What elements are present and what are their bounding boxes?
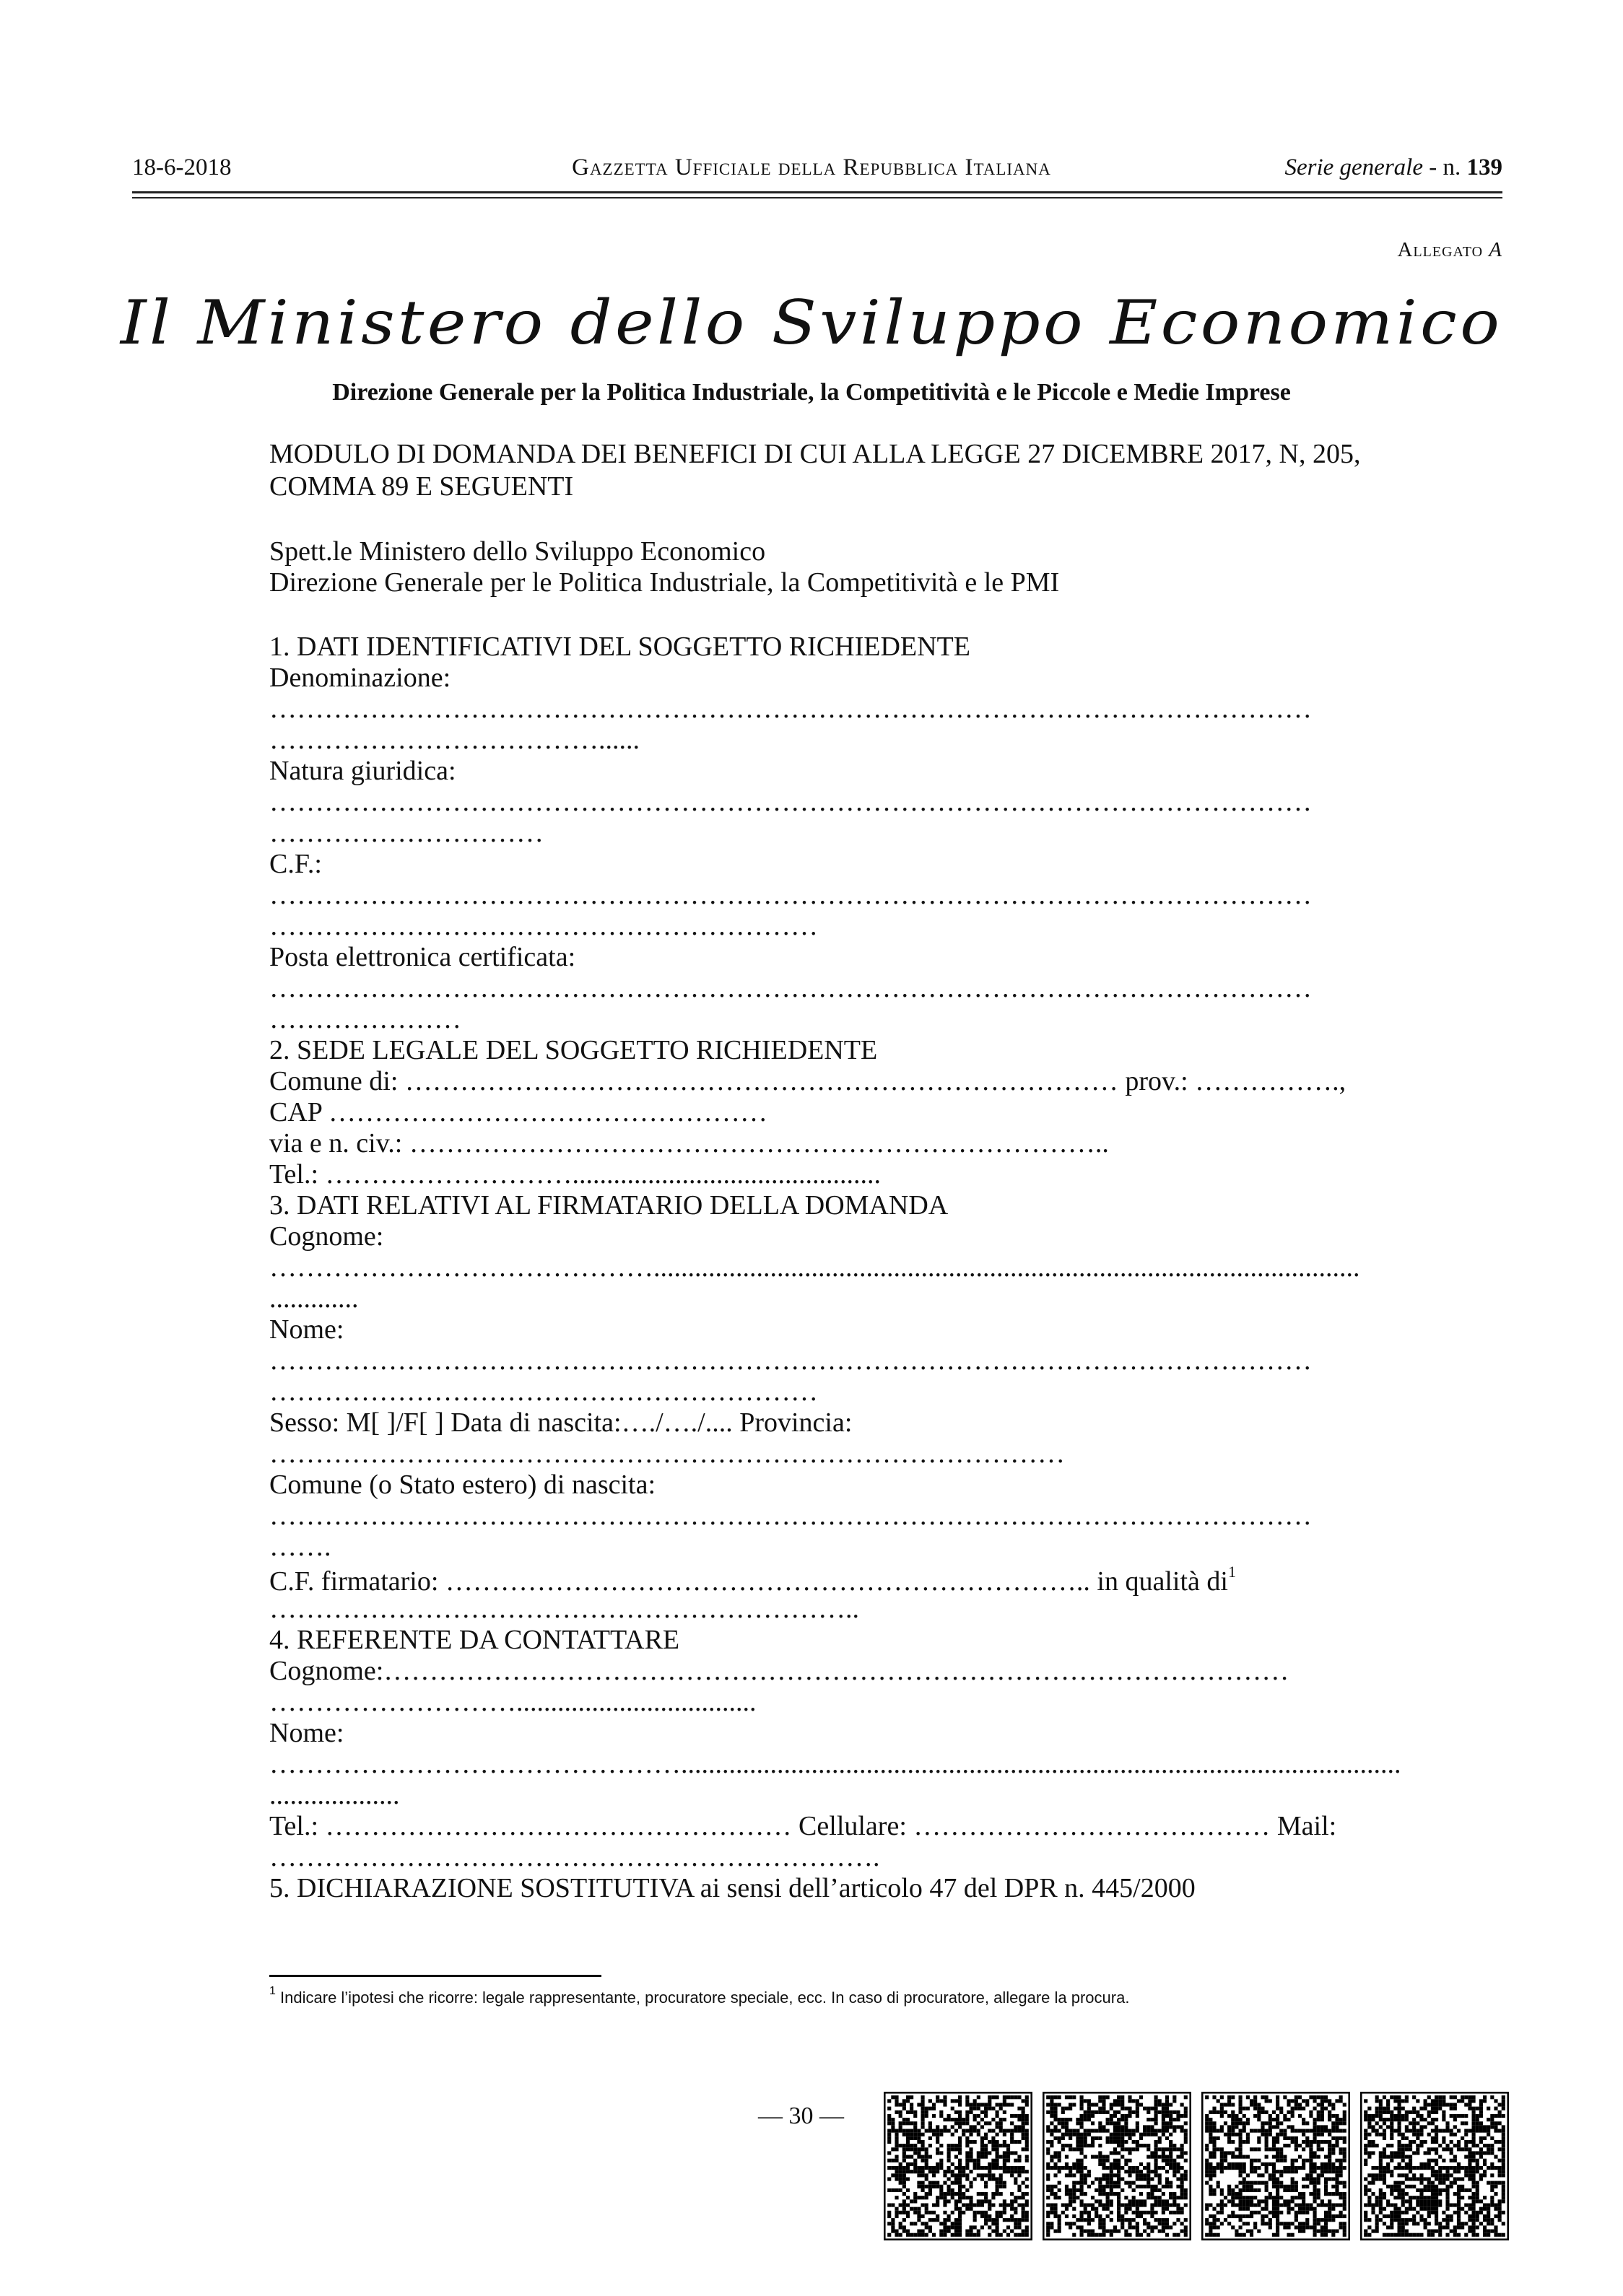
field-cognome-ref-2[interactable]: ………………………................................... [269, 1687, 757, 1717]
section-3-heading: 3. DATI RELATIVI AL FIRMATARIO DELLA DOMANDA [269, 1190, 949, 1221]
header-title: Gazzetta Ufficiale della Repubblica Italiana [572, 154, 1051, 180]
datamatrix-code-2 [1043, 2092, 1191, 2240]
label-natura-giuridica: Natura giuridica: [269, 756, 456, 786]
allegato-label [1397, 238, 1502, 262]
field-cf-2[interactable]: …………………………………………………… [269, 911, 818, 941]
field-cf-1[interactable]: …………………………………………………………………………………………………… [269, 880, 1312, 910]
field-cognome-1[interactable]: ……………………………………....................................................................................................... [269, 1252, 1360, 1283]
field-tel-ref[interactable]: …………………………………………… [325, 1811, 792, 1841]
row-cap [269, 1099, 767, 1126]
page-number: — 30 — [758, 2103, 844, 2129]
form-title-2: COMMA 89 E SEGUENTI [269, 471, 574, 502]
field-via[interactable]: ………………………………………………………………….. [409, 1128, 1109, 1158]
allegato-word: Allegato [1397, 238, 1484, 261]
form-title-1: MODULO DI DOMANDA DEI BENEFICI DI CUI ALLA LEGGE 27 DICEMBRE 2017, N, 205, [269, 439, 1361, 469]
label-cellulare: Cellulare: [799, 1811, 907, 1841]
label-cap: CAP [269, 1097, 322, 1127]
section-2-heading: 2. SEDE LEGALE DEL SOGGETTO RICHIEDENTE [269, 1035, 878, 1065]
footnote [269, 1985, 1129, 2007]
row-tel [269, 1161, 881, 1188]
addressee-2: Direzione Generale per le Politica Industriale, la Competitività e le PMI [269, 567, 1060, 598]
row-sesso: Sesso: M[ ]/F[ ] Data di nascita:…./…./.... Provincia: [269, 1407, 853, 1438]
header-rule-thick [132, 191, 1502, 193]
row-comune [269, 1068, 1346, 1095]
label-pec: Posta elettronica certificata: [269, 942, 576, 972]
label-via: via e n. civ.: [269, 1128, 403, 1158]
field-mail[interactable]: …………………………………………………………. [269, 1842, 880, 1872]
footnote-number: 1 [269, 1985, 276, 1997]
direzione-heading: Direzione Generale per la Politica Industriale, la Competitività e le Piccole e Medie Imprese [332, 379, 1291, 406]
footnote-rule [269, 1975, 601, 1977]
field-cellulare[interactable]: ………………………………… [913, 1811, 1271, 1841]
section-5-heading: 5. DICHIARAZIONE SOSTITUTIVA ai sensi dell’articolo 47 del DPR n. 445/2000 [269, 1873, 1196, 1903]
label-prov: prov.: [1125, 1066, 1188, 1096]
label-nome-ref: Nome: [269, 1718, 344, 1748]
field-cognome-ref-1[interactable]: ……………………………………………………………………………………… [383, 1656, 1289, 1686]
field-nome-2[interactable]: …………………………………………………… [269, 1376, 818, 1407]
header-rule-thin [132, 197, 1502, 198]
field-nome-ref-1[interactable]: ………………………………………......................................................................................................... [269, 1749, 1401, 1779]
row-contatti [269, 1812, 1336, 1840]
label-nome: Nome: [269, 1314, 344, 1345]
field-qualita[interactable]: ……………………………………………………….. [269, 1594, 859, 1624]
datamatrix-code-4 [1360, 2092, 1509, 2240]
issue-number: 139 [1466, 154, 1502, 180]
header-date: 18-6-2018 [132, 154, 232, 180]
footnote-text: Indicare l’ipotesi che ricorre: legale rappresentante, procuratore speciale, ecc. In caso di procuratore, allegare la procura. [280, 1989, 1130, 2007]
field-natura-2[interactable]: ………………………… [269, 818, 544, 848]
field-tel[interactable]: ………………………............................................. [325, 1159, 882, 1190]
section-1-heading: 1. DATI IDENTIFICATIVI DEL SOGGETTO RICHIEDENTE [269, 632, 970, 662]
field-comune-nascita-2[interactable]: ……. [269, 1532, 331, 1562]
addressee-1: Spett.le Ministero dello Sviluppo Economico [269, 536, 766, 567]
datamatrix-code-1 [884, 2092, 1032, 2240]
label-mail: Mail: [1276, 1811, 1337, 1841]
field-cognome-2[interactable]: ............. [269, 1283, 359, 1314]
label-qualita: in qualità di [1097, 1566, 1228, 1597]
field-pec-2[interactable]: ………………… [269, 1004, 461, 1034]
field-denominazione-2[interactable]: ………………………………...... [269, 725, 640, 755]
field-prov[interactable]: ……………., [1195, 1066, 1346, 1096]
row-cognome-ref [269, 1657, 1289, 1685]
label-comune: Comune di: [269, 1066, 399, 1096]
section-4-heading: 4. REFERENTE DA CONTATTARE [269, 1625, 680, 1655]
field-cap[interactable]: ………………………………………… [328, 1097, 768, 1127]
field-comune[interactable]: …………………………………………………………………… [404, 1066, 1118, 1096]
footnote-ref: 1 [1227, 1563, 1236, 1581]
field-provincia[interactable]: …………………………………………………………………………… [269, 1439, 1065, 1469]
label-cf-firmatario: C.F. firmatario: [269, 1566, 439, 1597]
serie-label: Serie generale [1284, 154, 1423, 180]
field-nome-1[interactable]: …………………………………………………………………………………………………… [269, 1345, 1312, 1376]
label-tel-ref: Tel.: [269, 1811, 319, 1841]
header-serie [1284, 154, 1502, 181]
field-nome-ref-2[interactable]: ................... [269, 1780, 400, 1810]
label-cognome-ref: Cognome: [269, 1656, 384, 1686]
field-denominazione-1[interactable]: …………………………………………………………………………………………………… [269, 694, 1312, 724]
label-denominazione: Denominazione: [269, 663, 451, 693]
ministry-logo: Il Ministero dello Sviluppo Economico [120, 287, 1503, 358]
serie-sep: - n. [1423, 154, 1467, 180]
field-pec-1[interactable]: …………………………………………………………………………………………………… [269, 973, 1312, 1003]
label-cognome: Cognome: [269, 1221, 384, 1252]
field-comune-nascita-1[interactable]: …………………………………………………………………………………………………… [269, 1501, 1312, 1531]
field-natura-1[interactable]: …………………………………………………………………………………………………… [269, 787, 1312, 817]
label-comune-nascita: Comune (o Stato estero) di nascita: [269, 1470, 656, 1500]
row-cf-firmatario [269, 1564, 1236, 1595]
allegato-letter: A [1489, 238, 1502, 261]
datamatrix-code-3 [1201, 2092, 1350, 2240]
label-tel: Tel.: [269, 1159, 319, 1190]
label-cf: C.F.: [269, 849, 322, 879]
field-cf-firmatario[interactable]: …………………………………………………………….. [445, 1566, 1090, 1597]
row-via [269, 1130, 1109, 1157]
